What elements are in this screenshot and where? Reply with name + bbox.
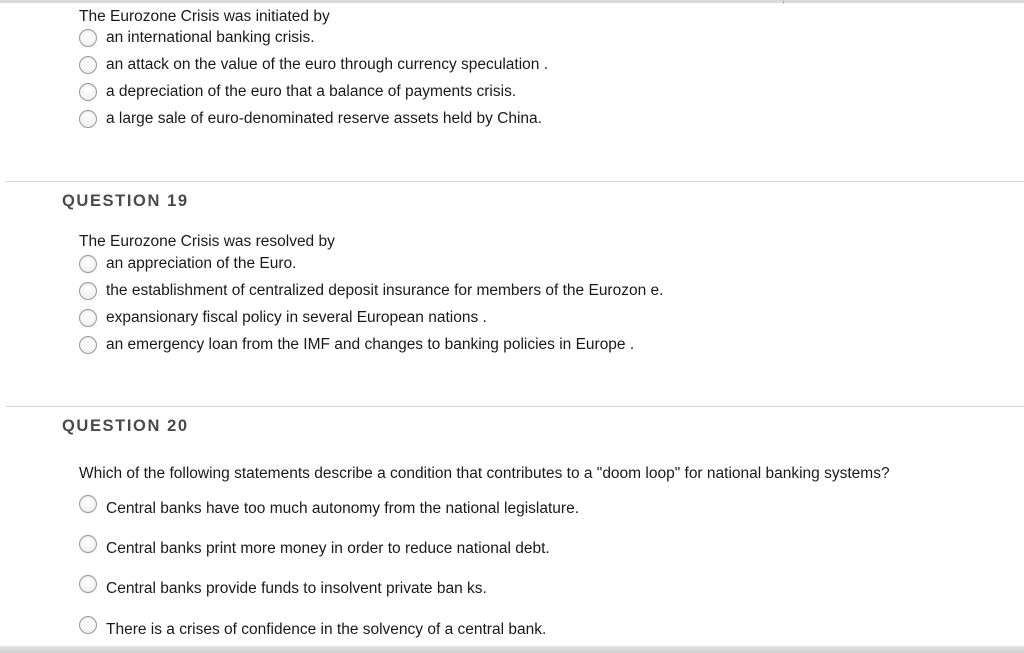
q19-option-2-label: the establishment of centralized deposit insurance for members of the Eurozon e.: [106, 282, 664, 299]
radio-button[interactable]: [79, 255, 97, 273]
q20-option-4-label: There is a crises of confidence in the solvency of a central bank.: [106, 621, 547, 638]
q18-option-3[interactable]: [79, 82, 516, 102]
top-border: [0, 0, 1024, 3]
radio-button[interactable]: [79, 336, 97, 354]
radio-button[interactable]: [79, 575, 97, 593]
q19-option-1[interactable]: [79, 254, 296, 274]
radio-button[interactable]: [79, 616, 97, 634]
q18-option-2-label: an attack on the value of the euro through currency speculation .: [106, 56, 549, 73]
radio-button[interactable]: [79, 535, 97, 553]
q19-option-3-label: expansionary fiscal policy in several European nations .: [106, 309, 487, 326]
q20-header: QUESTION 20: [62, 417, 189, 435]
radio-button[interactable]: [79, 56, 97, 74]
q20-stem: Which of the following statements describe a condition that contributes to a "doom loop" for national banking systems?: [79, 465, 890, 482]
q19-header: QUESTION 19: [62, 192, 189, 210]
q18-option-1-label: an international banking crisis.: [106, 29, 315, 46]
q19-option-1-label: an appreciation of the Euro.: [106, 255, 297, 272]
q18-option-4[interactable]: [79, 109, 542, 129]
q19-option-4-label: an emergency loan from the IMF and changes to banking policies in Europe .: [106, 336, 635, 353]
q18-option-1[interactable]: [79, 28, 315, 48]
q19-stem: The Eurozone Crisis was resolved by: [79, 233, 335, 250]
q20-option-4[interactable]: [79, 615, 547, 638]
radio-button[interactable]: [79, 309, 97, 327]
top-separator: [783, 0, 784, 4]
q19-option-3[interactable]: [79, 308, 487, 328]
q20-option-3-label: Central banks provide funds to insolvent private ban ks.: [106, 580, 487, 597]
radio-button[interactable]: [79, 282, 97, 300]
q18-stem: The Eurozone Crisis was initiated by: [79, 8, 330, 25]
q18-option-2[interactable]: [79, 55, 548, 75]
q20-option-2[interactable]: [79, 534, 550, 557]
question-divider: [6, 406, 1024, 407]
q20-option-3[interactable]: [79, 574, 487, 597]
radio-button[interactable]: [79, 83, 97, 101]
q19-option-4[interactable]: [79, 335, 634, 355]
bottom-scroll-edge: [0, 646, 1024, 653]
q20-option-1[interactable]: [79, 494, 580, 517]
q18-option-3-label: a depreciation of the euro that a balance of payments crisis.: [106, 83, 517, 100]
radio-button[interactable]: [79, 110, 97, 128]
question-divider: [6, 181, 1024, 182]
q18-option-4-label: a large sale of euro-denominated reserve assets held by China.: [106, 110, 542, 127]
radio-button[interactable]: [79, 495, 97, 513]
q20-option-1-label: Central banks have too much autonomy from the national legislature.: [106, 500, 580, 517]
q19-option-2[interactable]: [79, 281, 663, 301]
q20-option-2-label: Central banks print more money in order to reduce national debt.: [106, 540, 550, 557]
radio-button[interactable]: [79, 29, 97, 47]
